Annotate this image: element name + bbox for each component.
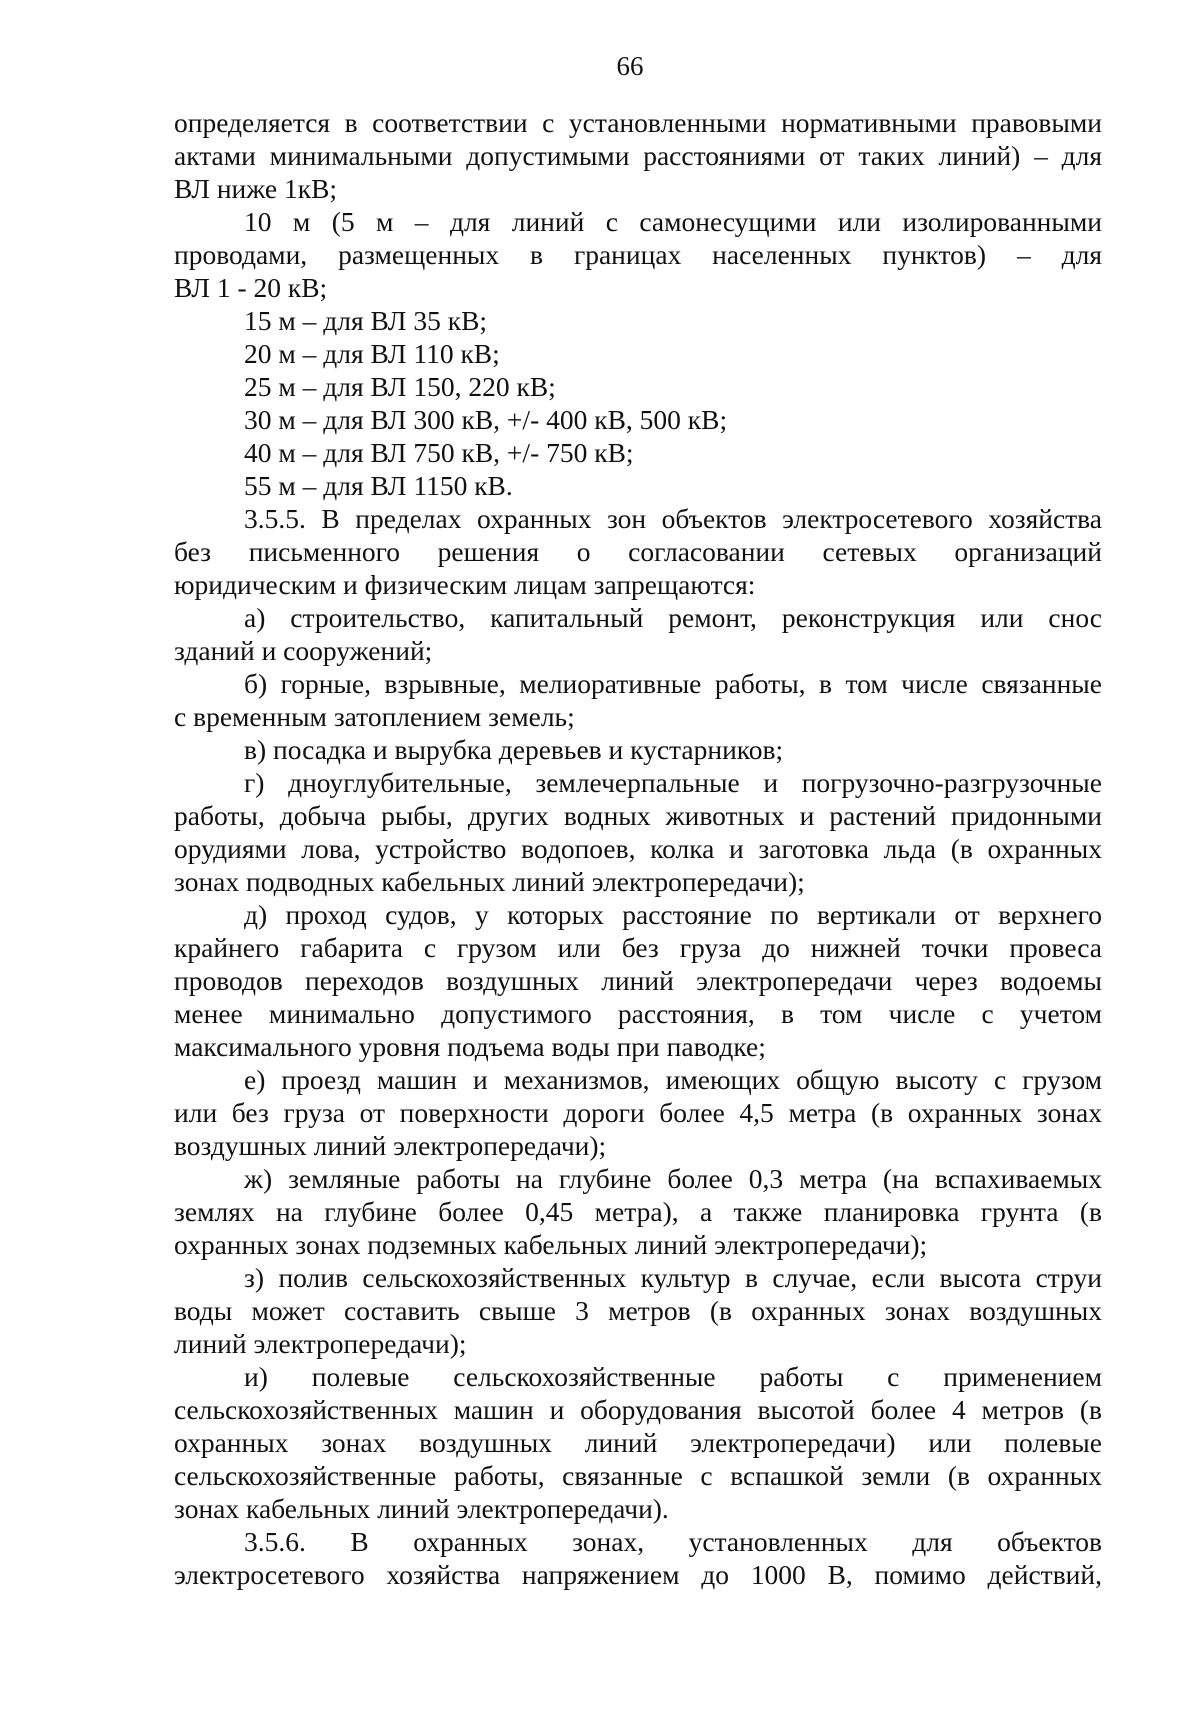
text-line: б) горные, взрывные, мелиоративные работы, в том числе связанные: [244, 668, 1102, 699]
item-z: [174, 1261, 1102, 1360]
text-line: воды может составить свыше 3 метров (в охранных зонах воздушных: [174, 1295, 1102, 1326]
text-line: с временным затоплением земель;: [174, 701, 575, 732]
list-item: 25 м – для ВЛ 150, 220 кВ;: [244, 371, 556, 402]
text-line: ВЛ 1 - 20 кВ;: [174, 272, 328, 303]
item-v: [174, 733, 1102, 766]
text-line: максимального уровня подъема воды при паводке;: [174, 1031, 766, 1062]
text-line: зданий и сооружений;: [174, 635, 433, 666]
section-3-5-5: [174, 502, 1102, 601]
list-item: 30 м – для ВЛ 300 кВ, +/- 400 кВ, 500 кВ;: [244, 404, 728, 435]
list-item: 40 м – для ВЛ 750 кВ, +/- 750 кВ;: [244, 437, 634, 468]
text-line: или без груза от поверхности дороги более 4,5 метра (в охранных зонах: [174, 1097, 1102, 1128]
text-line: и) полевые сельскохозяйственные работы с применением: [244, 1361, 1102, 1392]
text-line: линий электропередачи);: [174, 1328, 467, 1359]
text-line: проводами, размещенных в границах населенных пунктов) – для: [174, 239, 1102, 270]
item-g: [174, 766, 1102, 898]
item-a: [174, 601, 1102, 667]
text-line: г) дноуглубительные, землечерпальные и погрузочно-разгрузочные: [244, 767, 1102, 798]
text-line: охранных зонах подземных кабельных линий электропередачи);: [174, 1229, 928, 1260]
list-item: 15 м – для ВЛ 35 кВ;: [244, 305, 488, 336]
text-line: з) полив сельскохозяйственных культур в случае, если высота струи: [244, 1262, 1102, 1293]
text-line: электросетевого хозяйства напряжением до 1000 В, помимо действий,: [174, 1559, 1102, 1590]
item-zh: [174, 1162, 1102, 1261]
text-line: актами минимальными допустимыми расстояниями от таких линий) – для: [174, 140, 1102, 171]
text-line: воздушных линий электропередачи);: [174, 1130, 607, 1161]
text-line: крайнего габарита с грузом или без груза до нижней точки провеса: [174, 932, 1102, 963]
text-line: в) посадка и вырубка деревьев и кустарников;: [244, 734, 784, 765]
text-line: д) проход судов, у которых расстояние по вертикали от верхнего: [244, 899, 1102, 930]
text-line: зонах кабельных линий электропередачи).: [174, 1493, 669, 1524]
paragraph-vl-below-1kv: [174, 106, 1102, 205]
section-3-5-6: [174, 1525, 1102, 1591]
text-line: юридическим и физическим лицам запрещаются:: [174, 569, 756, 600]
text-line: проводов переходов воздушных линий электропередачи через водоемы: [174, 965, 1102, 996]
text-line: ж) земляные работы на глубине более 0,3 метра (на вспахиваемых: [244, 1163, 1102, 1194]
text-line: охранных зонах воздушных линий электропередачи) или полевые: [174, 1427, 1102, 1458]
paragraph-vl-1-20kv: [174, 205, 1102, 304]
list-item: 55 м – для ВЛ 1150 кВ.: [244, 470, 513, 501]
text-line: ВЛ ниже 1кВ;: [174, 173, 338, 204]
text-line: без письменного решения о согласовании сетевых организаций: [174, 536, 1102, 567]
text-line: определяется в соответствии с установленными нормативными правовыми: [174, 107, 1102, 138]
text-line: менее минимально допустимого расстояния, в том числе с учетом: [174, 998, 1102, 1029]
text-line: работы, добыча рыбы, других водных животных и растений придонными: [174, 800, 1102, 831]
list-item: 20 м – для ВЛ 110 кВ;: [244, 338, 500, 369]
page-body: [174, 106, 1102, 1591]
item-e: [174, 1063, 1102, 1162]
item-b: [174, 667, 1102, 733]
text-line: орудиями лова, устройство водопоев, колка и заготовка льда (в охранных: [174, 833, 1102, 864]
page-number: 66: [616, 51, 644, 81]
text-line: 3.5.6. В охранных зонах, установленных для объектов: [244, 1526, 1102, 1557]
text-line: а) строительство, капитальный ремонт, реконструкция или снос: [244, 602, 1102, 633]
item-i: [174, 1360, 1102, 1525]
text-line: сельскохозяйственных машин и оборудования высотой более 4 метров (в: [174, 1394, 1102, 1425]
item-d: [174, 898, 1102, 1063]
text-line: е) проезд машин и механизмов, имеющих общую высоту с грузом: [244, 1064, 1102, 1095]
text-line: 10 м (5 м – для линий с самонесущими или изолированными: [244, 206, 1102, 237]
distance-list: [174, 304, 1102, 502]
text-line: землях на глубине более 0,45 метра), а также планировка грунта (в: [174, 1196, 1102, 1227]
text-line: сельскохозяйственные работы, связанные с вспашкой земли (в охранных: [174, 1460, 1102, 1491]
text-line: зонах подводных кабельных линий электропередачи);: [174, 866, 805, 897]
text-line: 3.5.5. В пределах охранных зон объектов электросетевого хозяйства: [244, 503, 1102, 534]
